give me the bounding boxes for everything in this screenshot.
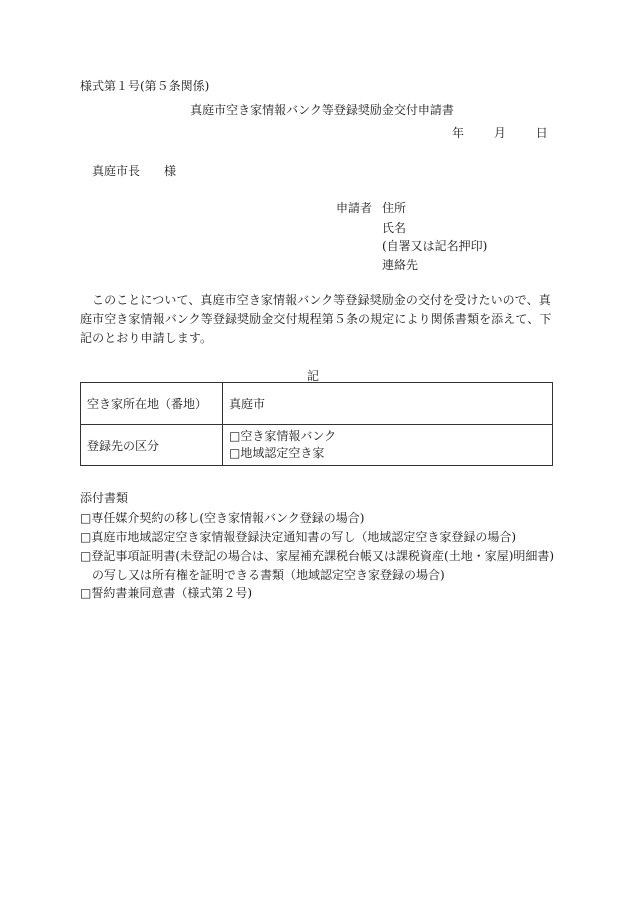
location-value: 真庭市: [223, 383, 553, 425]
applicant-sign-note: (自署又は記名押印): [382, 239, 488, 253]
date-year: 年: [452, 126, 465, 140]
attachment-item[interactable]: □真庭市地域認定空き家情報登録決定通知書の写し（地域認定空き家登録の場合): [80, 530, 517, 544]
option-regional-akiya[interactable]: □地域認定空き家: [229, 446, 325, 460]
date-line: [452, 124, 548, 141]
addressee-honorific: 様: [164, 164, 177, 178]
table-row: [81, 425, 553, 466]
info-table: [80, 382, 553, 466]
attachment-item[interactable]: □専任媒介契約の移し(空き家情報バンク登録の場合): [80, 511, 365, 525]
option-akiya-bank[interactable]: □空き家情報バンク: [229, 429, 337, 443]
registration-category-options: [223, 425, 553, 466]
document-title: 真庭市空き家情報バンク等登録奨励金交付申請書: [190, 103, 454, 117]
ki-heading: 記: [307, 369, 320, 383]
addressee-name: 真庭市長: [92, 164, 141, 178]
date-month: 月: [493, 126, 506, 140]
table-row: [81, 383, 553, 425]
applicant-address-label: 住所: [382, 201, 407, 215]
attachment-item[interactable]: □登記事項証明書(未登記の場合は、家屋補充課税台帳又は課税資産(土地・家屋)明細書): [80, 549, 555, 563]
form-number: 様式第１号(第５条関係): [80, 79, 210, 93]
registration-category-label: 登録先の区分: [81, 425, 223, 466]
location-label: 空き家所在地（番地）: [81, 383, 223, 425]
applicant-name-label: 氏名: [382, 221, 407, 235]
date-day: 日: [535, 126, 548, 140]
attachment-item-continuation: の写し又は所有権を証明できる書類（地域認定空き家登録の場合): [92, 568, 445, 582]
attachment-item[interactable]: □誓約書兼同意書（様式第２号): [80, 586, 253, 600]
applicant-label: 申請者: [336, 201, 373, 215]
applicant-contact-label: 連絡先: [382, 258, 419, 272]
addressee: [92, 162, 176, 179]
body-paragraph: このことについて、真庭市空き家情報バンク等登録奨励金の交付を受けたいので、真庭市空き家情報バンク等登録奨励金交付規程第５条の規定により関係書類を添えて、下記のとおり申請します。: [80, 293, 552, 345]
attachments-heading: 添付書類: [80, 491, 129, 505]
